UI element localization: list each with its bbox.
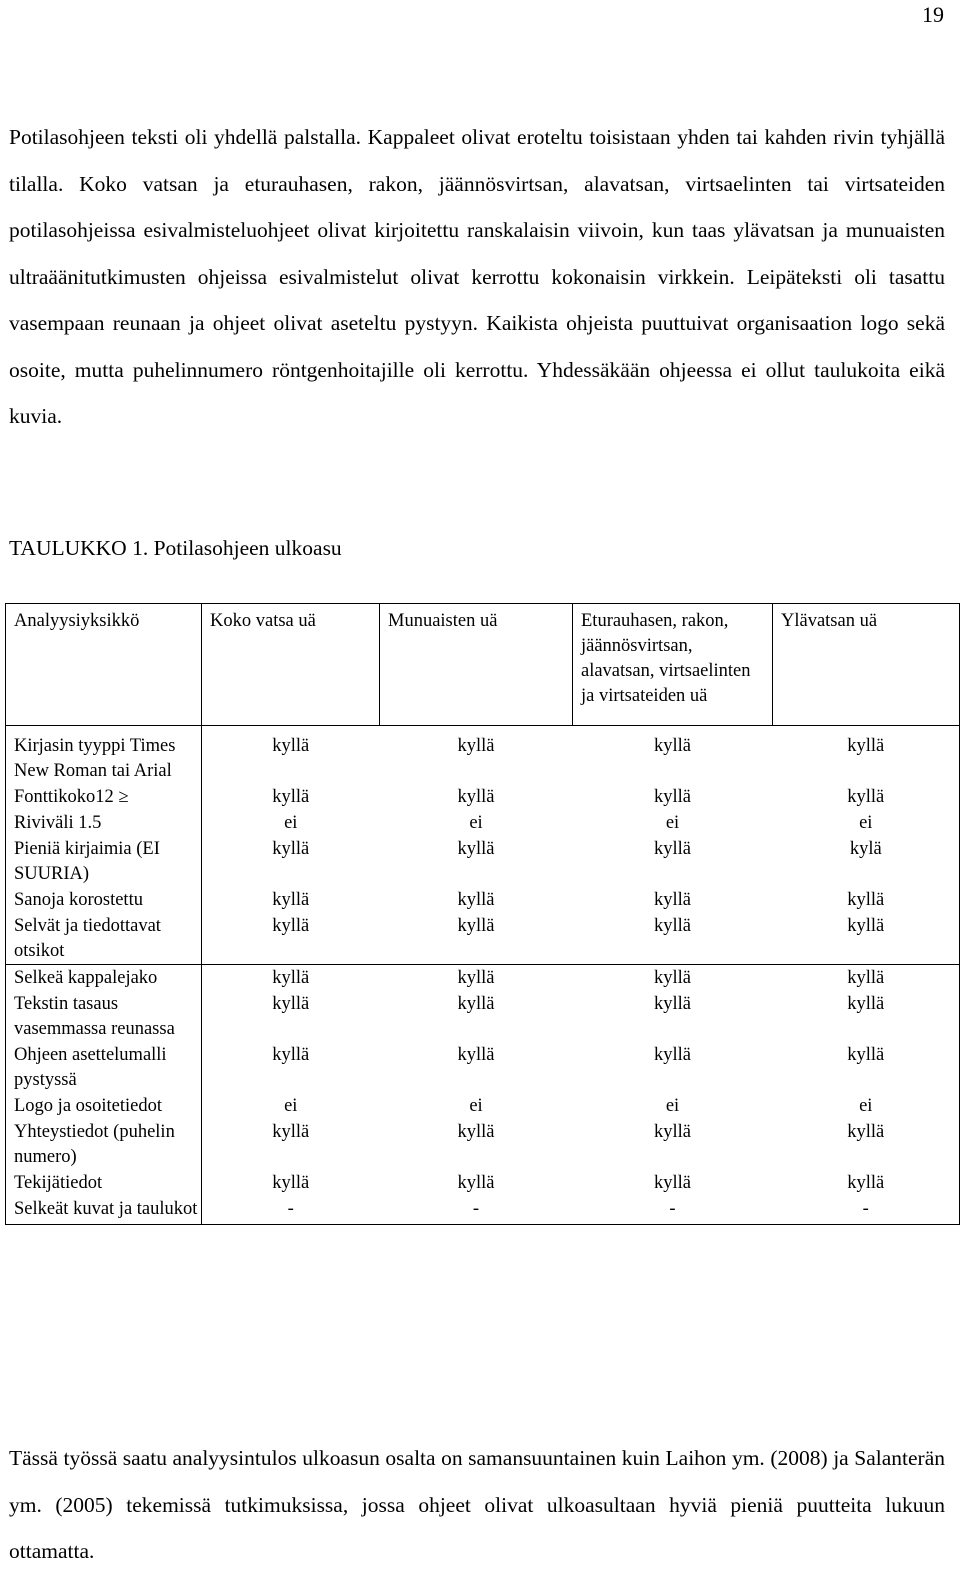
table-cell: - [380,1196,573,1225]
row-label: Pieniä kirjaimia (EI SUURIA) [6,836,202,887]
row-label: Tekijätiedot [6,1170,202,1196]
table-cell: ei [665,813,680,833]
table-cell: kyllä [654,1122,691,1142]
page-number: 19 [922,2,944,27]
header-prostate-bladder: Eturauhasen, rakon, jäännösvirtsan, alavatsan, virtsaelinten ja virtsateiden uä [573,604,773,726]
row-label: Tekstin tasaus vasemmassa reunassa [6,991,202,1042]
table-cell: ei [773,810,960,836]
row-label: Ohjeen asettelumalli pystyssä [6,1042,202,1093]
table-cell: kyllä [773,887,960,913]
table-cell: ei [773,1093,960,1119]
table-cell: kyllä [654,1045,691,1065]
header-upper-abdomen: Ylävatsan uä [773,604,960,726]
table-cell: kyllä [457,1045,495,1065]
table-row [6,726,960,785]
row-label: Yhteystiedot (puhelin numero) [6,1119,202,1170]
table-row [6,965,960,992]
header-kidneys: Munuaisten uä [380,604,573,726]
table-cell: kyllä [272,1045,310,1065]
row-label: Selvät ja tiedottavat otsikot [6,913,202,965]
table-cell: ei [469,1096,483,1116]
table-cell: - [773,1196,960,1225]
table-header-row [6,604,960,726]
table-cell: kyllä [457,736,495,756]
table-cell: kyllä [773,965,960,992]
table-cell: kyllä [272,994,310,1014]
table-row [6,887,960,913]
table-cell: kyllä [773,1119,960,1170]
table-cell: kyllä [773,913,960,965]
table-cell: kyllä [272,1173,310,1193]
table-cell: ei [284,813,298,833]
row-label: Sanoja korostettu [6,887,202,913]
table-row [6,1042,960,1093]
table-row [6,810,960,836]
body-paragraph-intro: Potilasohjeen teksti oli yhdellä palstalla. Kappaleet olivat eroteltu toisistaan yhden tai kahden rivin tyhjällä tilalla. Koko vatsan ja eturauhasen, rakon, jäännösvirtsan, alavatsan, virtsaelinten tai virtsateiden potilasohjeissa esivalmisteluohjeet olivat kirjoitettu ranskalaisin viivoin, kun taas ylävatsan ja munuaisten ultraäänitutkimusten ohjeissa esivalmistelut olivat kerrottu kokonaisin virkkein. Leipäteksti oli tasattu vasempaan reunaan ja ohjeet olivat aseteltu pystyyn. Kaikista ohjeista puuttuivat organisaation logo sekä osoite, mutta puhelinnumero röntgenhoitajille oli kerrottu. Yhdessäkään ohjeessa ei ollut taulukoita eikä kuvia. [9,125,945,428]
table-cell: - [573,1196,773,1225]
table-row [6,991,960,1042]
table-cell: kyllä [457,890,495,910]
table-cell: kyllä [272,736,310,756]
table-row [6,1093,960,1119]
table-row [6,836,960,887]
table-cell: kyllä [654,890,691,910]
table-cell: kyllä [773,1042,960,1093]
table-cell: kyllä [380,913,573,965]
table-cell: kyllä [272,968,310,988]
table-cell: kyllä [654,736,691,756]
row-label: Selkeä kappalejako [6,965,202,992]
table-cell: kyllä [202,913,380,965]
table-cell: kyllä [457,994,495,1014]
table-cell: kyllä [573,913,773,965]
table-cell: kyllä [654,839,691,859]
table-cell: kyllä [654,994,691,1014]
table-row [6,913,960,965]
row-label: Riviväli 1.5 [6,810,202,836]
table-cell: kyllä [654,1173,691,1193]
table-cell: kyllä [773,1170,960,1196]
table-cell: ei [469,813,483,833]
table-cell: - [202,1196,380,1225]
table-cell: ei [665,1096,680,1116]
table-cell: kyllä [773,991,960,1042]
table-cell: kyllä [457,968,495,988]
table-cell: kyllä [457,787,495,807]
row-label: Kirjasin tyyppi Times New Roman tai Arial [6,726,202,785]
table-cell: kyllä [272,839,310,859]
table-cell: kyllä [654,787,691,807]
table-cell: kyllä [773,726,960,785]
header-whole-abdomen: Koko vatsa uä [202,604,380,726]
table-cell: kyllä [457,839,495,859]
table-cell: ei [284,1096,298,1116]
row-label: Fonttikoko12 ≥ [6,784,202,810]
table-cell: kyllä [272,1122,310,1142]
table-cell: kyllä [457,1173,495,1193]
table-row [6,1119,960,1170]
table-cell: kyllä [773,784,960,810]
table-row [6,784,960,810]
row-label: Logo ja osoitetiedot [6,1093,202,1119]
header-analysis-unit: Analyysiyksikkö [6,604,202,726]
table-cell: kyllä [457,1122,495,1142]
table-cell: kyllä [272,890,310,910]
table-row [6,1170,960,1196]
row-label: Selkeät kuvat ja taulukot [6,1196,202,1225]
body-paragraph-conclusion: Tässä työssä saatu analyysintulos ulkoasun osalta on samansuuntainen kuin Laihon ym. (2008) ja Salanterän ym. (2005) tekemissä tutkimuksissa, jossa ohjeet olivat ulkoasultaan hyviä pieniä puutteita lukuun ottamatta. [9,1446,945,1563]
table-caption: TAULUKKO 1. Potilasohjeen ulkoasu [9,536,342,560]
layout-analysis-table [5,603,960,1225]
table-row [6,1196,960,1225]
table-cell: kyllä [654,968,691,988]
table-cell: kyllä [272,787,310,807]
table-cell: kylä [773,836,960,887]
